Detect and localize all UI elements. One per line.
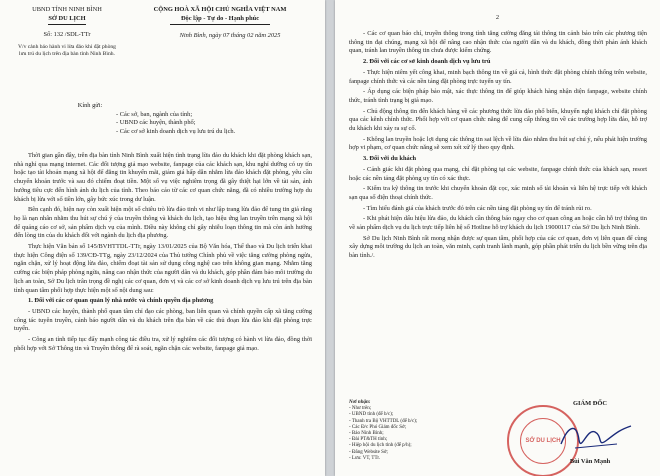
distribution-item: - Báo Ninh Bình; xyxy=(349,431,384,437)
section-2-title: 2. Đối với các cơ sở kinh doanh dịch vụ lưu trú xyxy=(363,58,491,66)
distribution-item: - Hiệp hội du lịch tỉnh (để p/h); xyxy=(349,443,412,449)
section-1-item: - UBND các huyện, thành phố quan tâm chỉ đạo các phòng, ban liên quan và chính quyền cấp xã tăng cường công tác tuyên truyền, cảnh báo người dân và du khách trên địa bàn về các thủ đoạn lừa đảo khi đặt phòng trực tuyến. xyxy=(14,307,312,333)
distribution-item: - Như trên; xyxy=(349,406,372,412)
closing-paragraph: Sở Du lịch Ninh Bình rất mong nhận được sự quan tâm, phối hợp của các cơ quan, đơn vị liên quan để cùng xây dựng môi trường du lịch an toàn, văn minh, cạnh tranh lành mạnh, góp phần phát triển du lịch bền vững trên địa bàn tỉnh./. xyxy=(349,234,647,260)
body-paragraph: Thực hiện Văn bản số 145/BVHTTDL-TTr, ngày 13/01/2025 của Bộ Văn hóa, Thể thao và Du lịch triển khai thực hiện Công điện số 139/CĐ-TTg, ngày 23/12/2024 của Thủ tướng Chính phủ về việc tăng cường phòng ngừa, ngăn chặn, xử lý hoạt động lừa đảo, chiếm đoạt tài sản sử dụng công nghệ cao trên không gian mạng. Nhằm tăng cường các biện pháp phòng ngừa, nâng cao nhận thức của người dân và du khách, góp phần đảm bảo môi trường du lịch an toàn, Sở Du lịch trân trọng đề nghị các cơ quan, đơn vị và các cơ sở kinh doanh dịch vụ lưu trú trên địa bàn tỉnh quan tâm phối hợp thực hiện một số nội dung sau: xyxy=(14,243,312,294)
section-2-item: - Chủ động thông tin đến khách hàng về các phương thức lừa đảo phổ biến, khuyến nghị khách chỉ đặt phòng qua các kênh chính thức. Phối hợp với cơ quan chức năng để cung cấp thông tin về các trường hợp lừa đảo, hỗ trợ du khách khi xảy ra sự cố. xyxy=(349,107,647,133)
distribution-item: - Lưu: VT, TTr. xyxy=(349,455,381,461)
section-1-item: - Công an tỉnh tiếp tục đẩy mạnh công tác điều tra, xử lý nghiêm các đối tượng có hành vi lừa đảo, đồng thời phối hợp với Sở Thông tin và Truyền thông để rà soát, ngăn chặn các website, fanpage giả mạo. xyxy=(14,336,312,352)
body-page-2 xyxy=(349,30,647,263)
motto-underline xyxy=(170,24,270,25)
section-2-item: - Không lan truyền hoặc lợi dụng các thông tin sai lệch về lừa đảo nhằm thu hút sự chú ý, nếu phát hiện trường hợp vi phạm, cơ quan chức năng sẽ xem xét xử lý theo quy định. xyxy=(349,135,647,152)
agency-block xyxy=(8,6,126,59)
distribution-list xyxy=(349,400,479,462)
page-number: 2 xyxy=(495,14,500,21)
document-subject: V/v cảnh báo hành vi lừa đảo khi đặt phòng lưu trú du lịch trên địa bàn tỉnh Ninh Bình. xyxy=(18,44,116,58)
agency-parent: UBND TỈNH NINH BÌNH xyxy=(32,6,102,13)
document-page-1 xyxy=(0,0,325,476)
section-3-item: - Cảnh giác khi đặt phòng qua mạng, chỉ đặt phòng tại các website, fanpage chính thức của khách sạn, resort hoặc các nền tảng đặt phòng uy tín có xác thực. xyxy=(349,165,647,182)
section-1-title: 1. Đối với các cơ quan quản lý nhà nước và chính quyền địa phương xyxy=(28,297,214,305)
distribution-label: Nơi nhận: xyxy=(349,400,371,405)
agency-underline xyxy=(48,24,86,25)
distribution-item: - Thanh tra Bộ VHTTDL (để b/c); xyxy=(349,418,418,424)
section-3-item: - Kiểm tra kỹ thông tin trước khi chuyển khoản đặt cọc, xác minh số tài khoản và liên hệ trực tiếp với khách sạn qua số điện thoại chính thức. xyxy=(349,185,647,201)
section-3-item: - Tìm hiểu đánh giá của khách trước đó trên các nền tảng đặt phòng uy tín để tránh rủi ro. xyxy=(363,204,592,212)
distribution-item: - UBND tỉnh (để b/c); xyxy=(349,412,394,418)
nation-motto: Độc lập - Tự do - Hạnh phúc xyxy=(180,14,260,22)
recipient-item: - Các cơ sở kinh doanh dịch vụ lưu trú du lịch. xyxy=(116,128,236,136)
distribution-item: - Đài PT&TH tỉnh; xyxy=(349,437,388,443)
seal-text: SỞ DU LỊCH xyxy=(520,418,566,464)
document-page-2 xyxy=(335,0,660,476)
agency-name: SỞ DU LỊCH xyxy=(48,14,86,22)
recipient-item: - UBND các huyện, thành phố; xyxy=(116,119,196,127)
recipients-block xyxy=(60,102,310,137)
body-paragraph: Thời gian gần đây, trên địa bàn tỉnh Ninh Bình xuất hiện tình trạng lừa đảo du khách khi đặt phòng khách sạn, nhà nghỉ qua mạng internet. Các đối tượng giả mạo website, fanpage của các khách sạn, khu nghỉ dưỡng có uy tín hoặc tạo tài khoản mạng xã hội để đăng tin khuyến mãi, giảm giá hấp dẫn nhằm lừa đảo khách đặt phòng, yêu cầu chuyển khoản trước và sau đó chiếm đoạt tiền. Một số vụ việc nghiêm trọng đã gây thiệt hại lớn về tài sản, ảnh hưởng tiêu cực đến hình ảnh du lịch của tỉnh. Theo báo cáo từ các cơ quan chức năng, đã có nhiều trường hợp du khách bị lừa với số tiền lớn, gây bức xúc trong dư luận. xyxy=(14,152,312,203)
body-paragraph: Bên cạnh đó, hiện nay còn xuất hiện một số chiêu trò lừa đảo tinh vi như lập trang lừa đảo để tung tin giả rằng họ là nạn nhân nhằm thu hút sự chú ý của truyền thông và khách du lịch, tạo hiệu ứng lan truyền trên mạng xã hội để quảng cáo cơ sở, sản phẩm dịch vụ của mình. Điều này không chỉ gây nhiễu loạn thông tin mà còn ảnh hưởng đến lòng tin của du khách đối với ngành du lịch địa phương. xyxy=(14,206,312,240)
nation-title: CỘNG HOÀ XÃ HỘI CHỦ NGHĨA VIỆT NAM xyxy=(153,6,287,13)
intro-item: - Các cơ quan báo chí, truyền thông trong tỉnh tăng cường đăng tải thông tin cảnh báo trên các phương tiện thông tin đại chúng, mạng xã hội để nâng cao nhận thức của người dân và du khách, đồng thời phản ánh khách quan, tránh lan truyền thông tin chưa được kiểm chứng. xyxy=(349,30,647,55)
signer-name: Bùi Văn Mạnh xyxy=(569,458,611,465)
section-3-item: - Khi phát hiện dấu hiệu lừa đảo, du khách cần thông báo ngay cho cơ quan công an hoặc cần hỗ trợ thông tin về sản phẩm dịch vụ du lịch trực tiếp liên hệ số Hotline hỗ trợ khách du lịch 19000117 của Sở Du lịch Ninh Bình. xyxy=(349,215,647,232)
distribution-item: - Đăng Website Sở; xyxy=(349,449,388,455)
section-2-item: - Thực hiện niêm yết công khai, minh bạch thông tin về giá cả, hình thức đặt phòng chính thống trên website, fanpage chính thức và các nền tảng đặt phòng trực tuyến uy tín. xyxy=(349,68,647,85)
section-3-title: 3. Đối với du khách xyxy=(363,155,417,163)
document-number: Số: 132 /SDL-TTr xyxy=(43,31,91,39)
recipient-item: - Các sở, ban, ngành của tỉnh; xyxy=(116,110,193,118)
national-header xyxy=(120,6,320,41)
section-2-item: - Áp dụng các biện pháp bảo mật, xác thực thông tin để giúp khách hàng nhận diện fanpage, website chính thức, tránh tình trạng bị giả mạo. xyxy=(349,88,647,104)
body-page-1 xyxy=(14,152,312,355)
date-line: Ninh Bình, ngày 07 tháng 02 năm 2025 xyxy=(179,32,281,40)
recipients-label: Kính gửi: xyxy=(77,102,103,109)
signature-graphic xyxy=(557,418,637,454)
signer-title: GIÁM ĐỐC xyxy=(573,400,607,407)
distribution-item: - Các Đ/c Phó Giám đốc Sở; xyxy=(349,424,407,430)
